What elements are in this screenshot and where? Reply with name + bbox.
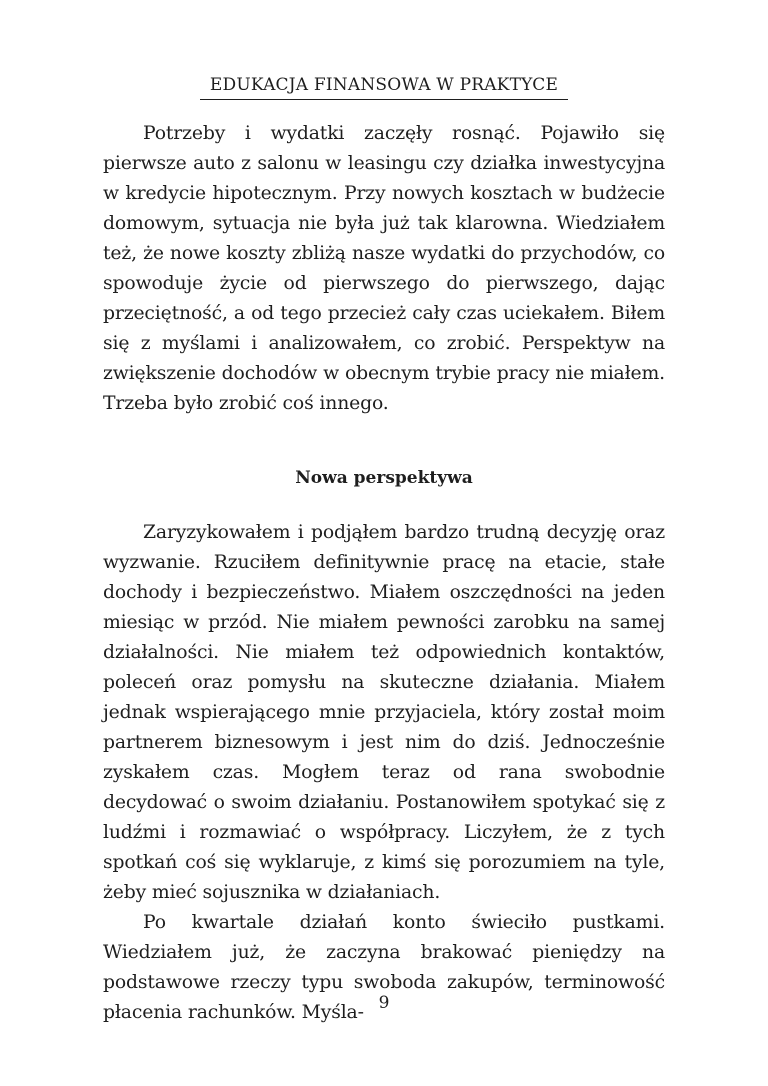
running-head-rule xyxy=(200,99,568,100)
body-text-bottom xyxy=(103,518,665,1028)
body-text-top xyxy=(103,119,665,419)
page-number: 9 xyxy=(378,993,390,1013)
paragraph: Potrzeby i wydatki zaczęły rosnąć. Pojawiło się pierwsze auto z salonu w leasingu czy działka inwestycyjna w kredycie hipotecznym. Przy nowych kosztach w budżecie domowym, sytuacja nie była już tak klarowna. Wiedziałem też, że nowe koszty zbliżą nasze wydatki do przychodów, co spowoduje życie od pierwszego do pierwszego, dając przeciętność, a od tego przecież cały czas uciekałem. Biłem się z myślami i analizowałem, co zrobić. Perspektyw na zwiększenie dochodów w obecnym trybie pracy nie miałem. Trzeba było zrobić coś innego. xyxy=(103,123,665,414)
paragraph: Zaryzykowałem i podjąłem bardzo trudną decyzję oraz wyzwanie. Rzuciłem definitywnie pracę na etacie, stałe dochody i bezpieczeństwo. Miałem oszczędności na jeden miesiąc w przód. Nie miałem pewności zarobku na samej działalności. Nie miałem też odpowiednich kontaktów, poleceń oraz pomysłu na skuteczne działania. Miałem jednak wspierającego mnie przyjaciela, który został moim partnerem biznesowym i jest nim do dziś. Jednocześnie zyskałem czas. Mogłem teraz od rana swobodnie decydować o swoim działaniu. Postanowiłem spotykać się z ludźmi i rozmawiać o współpracy. Liczyłem, że z tych spotkań coś się wyklaruje, z kimś się porozumiem na tyle, żeby mieć sojusznika w działaniach. xyxy=(103,522,665,903)
paragraph: Po kwartale działań konto świeciło pustkami. Wiedziałem już, że zaczyna brakować pieniędzy na podstawowe rzeczy typu swoboda zakupów, terminowość płacenia rachunków. Myśla- xyxy=(103,912,665,1023)
section-heading: Nowa perspektywa xyxy=(295,468,473,488)
running-head: EDUKACJA FINANSOWA W PRAKTYCE xyxy=(209,75,559,95)
